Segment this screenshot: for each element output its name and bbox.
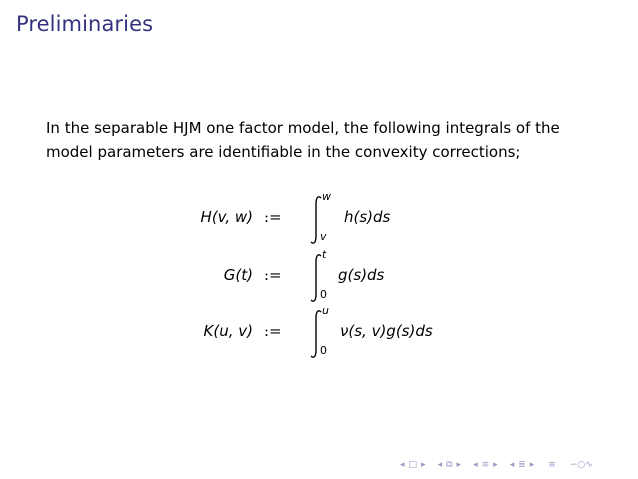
definition-symbol: := [264,208,282,226]
nav-left-icon[interactable]: ◂ [400,460,405,470]
equation-g [0,248,638,304]
integrand: h(s)ds [344,208,391,226]
subsection-icon[interactable]: ⧉ [446,460,453,470]
upper-limit: u [322,304,329,317]
upper-limit: w [322,190,331,203]
nav-left-icon[interactable]: ◂ [509,460,515,470]
equation-lhs: K(u, v) [203,322,253,340]
nav-right-icon[interactable]: ▸ [421,460,426,470]
body-paragraph: In the separable HJM one factor model, the following integrals of the model parameters are identifiable in the convexity corrections; [46,119,560,161]
integral-sign-icon [308,304,338,360]
nav-left-icon[interactable]: ◂ [473,460,478,470]
definition-symbol: := [264,266,282,284]
section-icon[interactable]: ≡ [481,460,490,470]
nav-right-icon[interactable]: ▸ [493,460,498,470]
frame-icon[interactable]: □ [408,460,418,470]
integral-sign-icon [308,248,338,304]
nav-right-icon[interactable]: ▸ [529,460,535,470]
integrand: g(s)ds [338,266,385,284]
upper-limit: t [322,248,327,261]
search-icon[interactable]: ∽○∿ [569,460,593,470]
nav-left-icon[interactable]: ◂ [437,460,443,470]
equation-h [0,190,638,246]
integral-sign-icon [308,190,338,246]
slide-title: Preliminaries [16,12,154,36]
presentation-icon[interactable]: ≣ [518,460,526,470]
lower-limit: v [320,230,327,243]
integrand: ν(s, v)g(s)ds [340,322,433,340]
beamer-navigation-bar [400,458,632,472]
align-icon[interactable]: ≡ [548,460,556,470]
equation-lhs: H(v, w) [200,208,253,226]
definition-symbol: := [264,322,282,340]
equation-lhs: G(t) [223,266,253,284]
nav-right-icon[interactable]: ▸ [456,460,462,470]
lower-limit: 0 [320,344,327,357]
equation-k [0,304,638,360]
lower-limit: 0 [320,288,327,301]
